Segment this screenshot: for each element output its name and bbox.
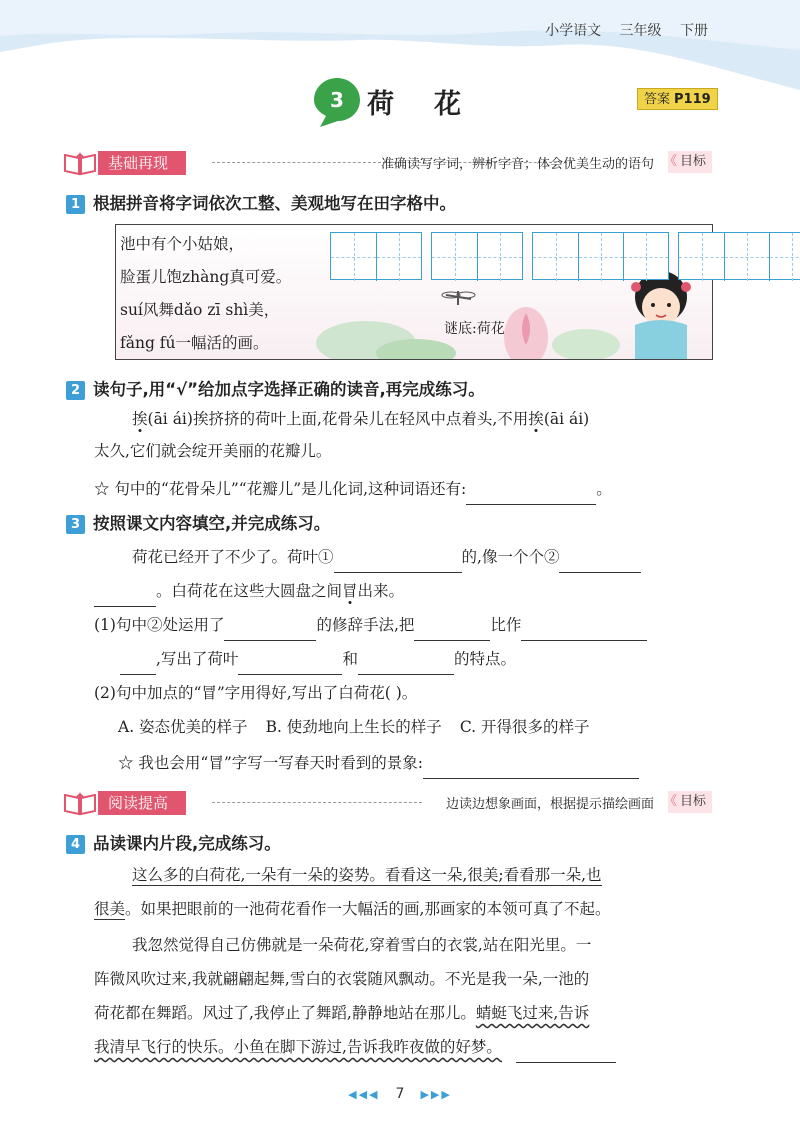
question-1-header	[66, 190, 456, 214]
question-number: 4	[66, 835, 85, 854]
passage-p2-line1: 我忽然觉得自己仿佛就是一朵荷花,穿着雪白的衣裳,站在阳光里。一	[132, 936, 592, 954]
q2-star-question: ☆ 句中的“花骨朵儿”“花瓣儿”是儿化词,这种词语还有: 。	[94, 474, 612, 505]
question-number: 1	[66, 195, 85, 214]
tianzi-cell[interactable]	[432, 233, 477, 281]
passage-p2-line4: 我清早飞行的快乐。小鱼在脚下游过,告诉我昨夜做的好梦。	[94, 1032, 616, 1063]
poem-line: fǎng fú一幅活的画。	[120, 334, 269, 352]
subject-label: 小学语文	[545, 23, 602, 39]
section-goal: 准确读写字词，辨析字音；体会优美生动的语句	[380, 157, 654, 172]
passage-p1-line1: 这么多的白荷花,一朵有一朵的姿势。看看这一朵,很美;看看那一朵,也	[132, 866, 602, 884]
page-number: 7	[395, 1086, 405, 1102]
q3-line1: 荷花已经开了不少了。荷叶① 的,像一个个②	[132, 542, 641, 573]
question-number: 2	[66, 381, 85, 400]
q3-sub1-line2: ,写出了荷叶 和 的特点。	[120, 644, 516, 675]
volume-label: 下册	[680, 23, 708, 39]
answer-label: 答案	[644, 92, 671, 107]
answer-blank[interactable]	[224, 619, 316, 641]
book-info	[531, 20, 708, 40]
answer-page-tag[interactable]	[637, 88, 718, 110]
grid-group-sui	[431, 232, 523, 280]
poem-line: suí风舞dǎo zī shì美，	[120, 301, 280, 319]
answer-blank[interactable]	[423, 757, 639, 779]
answer-blank[interactable]	[334, 551, 462, 573]
dotted-char: 挨	[132, 410, 148, 428]
section-basic	[62, 150, 712, 176]
dashed-divider	[212, 802, 422, 803]
lesson-number: 3	[330, 88, 344, 112]
q2-sentence-line2: 太久,它们就会绽开美丽的花瓣儿。	[94, 442, 332, 460]
tianzi-cell[interactable]	[477, 233, 522, 281]
pinyin-choice[interactable]: (āi ái)	[543, 410, 590, 428]
tianzi-cell[interactable]	[376, 233, 421, 281]
riddle-poem	[120, 228, 320, 360]
writing-grid	[330, 232, 800, 280]
option-b[interactable]: B. 使劲地向上生长的样子	[265, 718, 442, 736]
answer-blank[interactable]	[521, 619, 647, 641]
grid-group-fang-fu	[678, 232, 800, 280]
q3-sub1-line1: (1)句中②处运用了 的修辞手法,把 比作	[94, 610, 647, 641]
tianzi-cell[interactable]	[578, 233, 623, 281]
tianzi-cell[interactable]	[679, 233, 724, 281]
passage-p1-line2: 很美。如果把眼前的一池荷花看作一大幅活的画,那画家的本领可真了不起。	[94, 900, 611, 918]
goal-tag: 《 目标	[668, 791, 712, 813]
answer-blank[interactable]	[358, 653, 454, 675]
question-prompt: 根据拼音将字词依次工整、美观地写在田字格中。	[93, 194, 456, 213]
question-4-header	[66, 830, 281, 854]
next-arrows-icon: ▶▶▶	[420, 1088, 452, 1101]
answer-blank[interactable]	[516, 1041, 616, 1063]
section-title: 基础再现	[98, 151, 186, 175]
answer-blank[interactable]	[94, 585, 156, 607]
page-footer	[0, 1086, 800, 1102]
q2-sentence-line1: 挨(āi ái)挨挤挤的荷叶上面,花骨朵儿在轻风中点着头,不用挨(āi ái)	[132, 410, 590, 428]
answer-blank[interactable]	[559, 551, 641, 573]
tianzi-cell[interactable]	[331, 233, 376, 281]
q3-options	[118, 712, 718, 743]
q3-line2: 。白荷花在这些大圆盘之间冒出来。	[94, 576, 404, 607]
passage-p2-line3: 荷花都在舞蹈。风过了,我停止了舞蹈,静静地站在那儿。蜻蜓飞过来,告诉	[94, 1004, 590, 1022]
option-a[interactable]: A. 姿态优美的样子	[118, 718, 248, 736]
goal-tag: 《 目标	[668, 151, 712, 173]
answer-blank[interactable]	[466, 483, 596, 505]
question-3-header	[66, 510, 330, 534]
q3-star-question: ☆ 我也会用“冒”字写一写春天时看到的景象:	[118, 748, 639, 779]
tianzi-cell[interactable]	[623, 233, 668, 281]
tianzi-cell[interactable]	[533, 233, 578, 281]
grade-label: 三年级	[619, 23, 662, 39]
grid-group-dao-zi-shi	[532, 232, 669, 280]
poem-line: 池中有个小姑娘，	[120, 235, 245, 253]
answer-page: P119	[674, 92, 711, 107]
tianzi-cell[interactable]	[769, 233, 800, 281]
dotted-char: 冒	[342, 582, 358, 600]
question-prompt: 按照课文内容填空,并完成练习。	[93, 514, 331, 533]
section-reading	[62, 790, 712, 816]
section-title: 阅读提高	[98, 791, 186, 815]
question-prompt: 读句子,用“√”给加点字选择正确的读音,再完成练习。	[93, 380, 485, 399]
lesson-number-badge	[312, 76, 362, 128]
section-goal: 边读边想象画面，根据提示描绘画面	[445, 797, 654, 812]
question-number: 3	[66, 515, 85, 534]
question-2-header	[66, 376, 485, 400]
q3-sub2: (2)句中加点的“冒”字用得好,写出了白荷花( )。	[94, 684, 418, 702]
pinyin-choice[interactable]: (āi ái)	[147, 410, 193, 428]
tianzi-cell[interactable]	[724, 233, 769, 281]
option-c[interactable]: C. 开得很多的样子	[459, 718, 590, 736]
passage-p2-line2: 阵微风吹过来,我就翩翩起舞,雪白的衣裳随风飘动。不光是我一朵,一池的	[94, 970, 590, 988]
poem-line: 脸蛋儿饱zhàng真可爱。	[120, 268, 292, 286]
prev-arrows-icon: ◀◀◀	[348, 1088, 380, 1101]
question-prompt: 品读课内片段,完成练习。	[93, 834, 281, 853]
answer-blank[interactable]	[120, 653, 156, 675]
riddle-answer: 谜底:荷花	[444, 321, 505, 337]
grid-group-zhang	[330, 232, 422, 280]
lesson-title: 荷花	[367, 89, 501, 120]
book-icon	[62, 790, 98, 816]
answer-blank[interactable]	[414, 619, 490, 641]
dotted-char: 挨	[528, 410, 544, 428]
book-icon	[62, 150, 98, 176]
answer-blank[interactable]	[238, 653, 342, 675]
